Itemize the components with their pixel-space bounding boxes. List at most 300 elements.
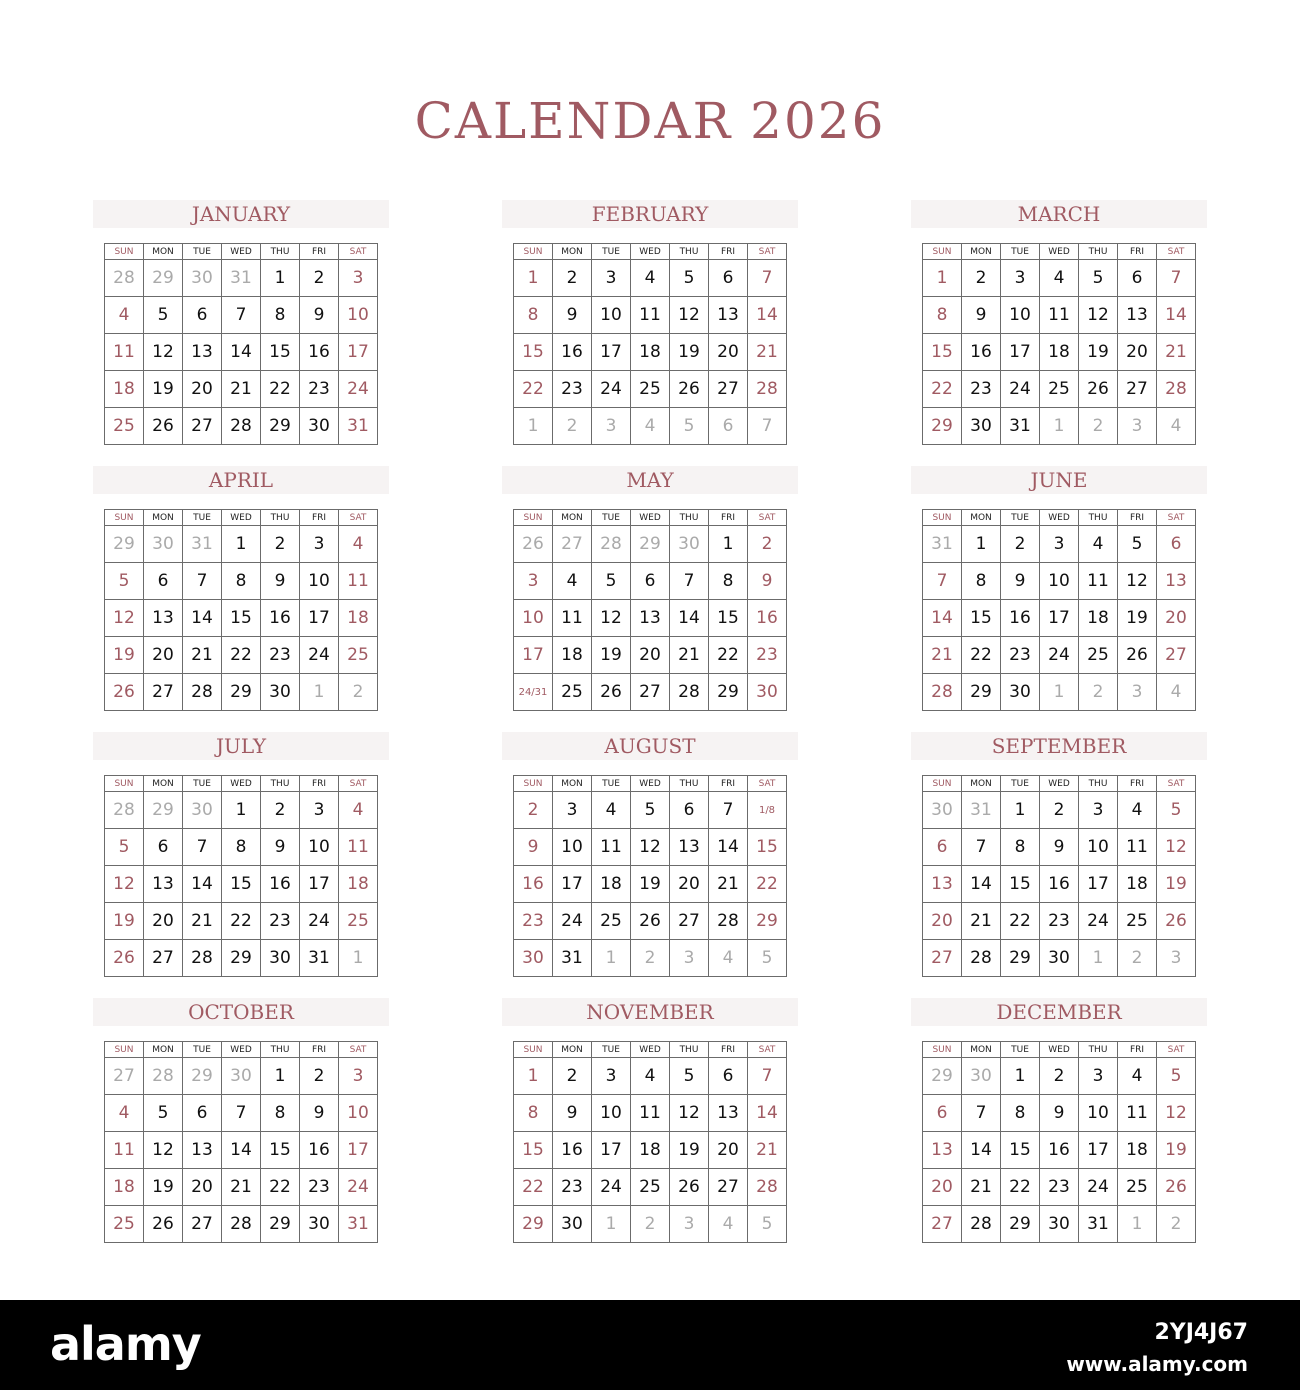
- day-cell: 1: [1040, 674, 1079, 711]
- month-january: [93, 200, 389, 450]
- month-april: [93, 466, 389, 716]
- week-row: [514, 1095, 787, 1132]
- day-cell: 1: [592, 940, 631, 977]
- day-cell: 29: [105, 526, 144, 563]
- day-cell: 19: [1079, 334, 1118, 371]
- day-cell: 22: [962, 637, 1001, 674]
- week-row: [105, 371, 378, 408]
- week-row: [923, 371, 1196, 408]
- day-cell: 7: [748, 408, 787, 445]
- week-row: [105, 297, 378, 334]
- weekday-label: MON: [144, 1042, 183, 1058]
- weekday-label: MON: [962, 510, 1001, 526]
- weekday-label: SUN: [105, 1042, 144, 1058]
- weekday-label: SAT: [339, 510, 378, 526]
- weekday-label: FRI: [300, 510, 339, 526]
- day-cell: 15: [261, 334, 300, 371]
- day-cell: 12: [1157, 1095, 1196, 1132]
- day-cell: 3: [1079, 792, 1118, 829]
- day-cell: 13: [709, 297, 748, 334]
- day-cell: 2: [631, 940, 670, 977]
- day-cell: 5: [1157, 1058, 1196, 1095]
- day-cell: 3: [300, 526, 339, 563]
- day-cell: 30: [748, 674, 787, 711]
- day-cell: 31: [339, 1206, 378, 1243]
- day-cell: 13: [1157, 563, 1196, 600]
- day-cell: 27: [144, 674, 183, 711]
- footer-url: www.alamy.com: [1066, 1352, 1248, 1376]
- day-cell: 28: [670, 674, 709, 711]
- day-cell: 5: [105, 829, 144, 866]
- day-cell: 22: [514, 1169, 553, 1206]
- weekday-label: MON: [553, 1042, 592, 1058]
- day-cell: 27: [631, 674, 670, 711]
- day-cell: 16: [514, 866, 553, 903]
- weekday-label: TUE: [1001, 510, 1040, 526]
- day-cell: 4: [339, 526, 378, 563]
- day-cell: 23: [261, 903, 300, 940]
- day-cell: 26: [1118, 637, 1157, 674]
- day-cell: 13: [631, 600, 670, 637]
- day-cell: 5: [670, 1058, 709, 1095]
- week-row: [514, 674, 787, 711]
- day-cell: 10: [1001, 297, 1040, 334]
- day-cell: 5: [670, 408, 709, 445]
- day-cell: 4: [631, 408, 670, 445]
- weekday-label: TUE: [183, 776, 222, 792]
- month-june: [911, 466, 1207, 716]
- day-cell: 2: [1079, 674, 1118, 711]
- day-cell: 5: [748, 1206, 787, 1243]
- day-cell: 3: [514, 563, 553, 600]
- day-cell: 30: [222, 1058, 261, 1095]
- day-cell: 4: [553, 563, 592, 600]
- weekday-label: SUN: [923, 1042, 962, 1058]
- day-cell: 1: [514, 408, 553, 445]
- day-cell: 3: [553, 792, 592, 829]
- month-name: JUNE: [911, 466, 1207, 494]
- day-cell: 19: [631, 866, 670, 903]
- weekday-label: FRI: [709, 1042, 748, 1058]
- day-cell: 28: [592, 526, 631, 563]
- day-cell: 11: [339, 563, 378, 600]
- week-row: [923, 866, 1196, 903]
- day-cell: 27: [553, 526, 592, 563]
- week-row: [923, 1132, 1196, 1169]
- day-cell: 18: [105, 1169, 144, 1206]
- day-cell: 31: [923, 526, 962, 563]
- day-cell: 12: [144, 1132, 183, 1169]
- month-grid: [922, 775, 1196, 977]
- day-cell: 24: [1079, 1169, 1118, 1206]
- day-cell: 17: [300, 866, 339, 903]
- week-row: [923, 903, 1196, 940]
- day-cell: 23: [553, 1169, 592, 1206]
- day-cell: 16: [1001, 600, 1040, 637]
- day-cell: 30: [144, 526, 183, 563]
- day-cell: 23: [514, 903, 553, 940]
- day-cell: 29: [631, 526, 670, 563]
- day-cell: 11: [631, 1095, 670, 1132]
- weekday-label: SAT: [748, 776, 787, 792]
- day-cell: 12: [1079, 297, 1118, 334]
- week-row: [923, 1169, 1196, 1206]
- week-row: [514, 1132, 787, 1169]
- day-cell: 10: [1079, 1095, 1118, 1132]
- day-cell: 27: [670, 903, 709, 940]
- day-cell: 6: [183, 297, 222, 334]
- day-cell: 9: [300, 297, 339, 334]
- day-cell: 7: [748, 260, 787, 297]
- day-cell: 24: [300, 637, 339, 674]
- day-cell: 10: [592, 1095, 631, 1132]
- day-cell: 23: [261, 637, 300, 674]
- day-cell: 21: [183, 637, 222, 674]
- day-cell: 8: [962, 563, 1001, 600]
- week-row: [514, 637, 787, 674]
- day-cell: 20: [144, 637, 183, 674]
- weekday-header-row: [105, 1042, 378, 1058]
- day-cell: 1: [1001, 1058, 1040, 1095]
- day-cell: 20: [1157, 600, 1196, 637]
- weekday-label: WED: [631, 776, 670, 792]
- day-cell: 3: [592, 260, 631, 297]
- month-name: OCTOBER: [93, 998, 389, 1026]
- day-cell: 11: [631, 297, 670, 334]
- week-row: [923, 1058, 1196, 1095]
- weekday-label: THU: [261, 244, 300, 260]
- week-row: [923, 1095, 1196, 1132]
- weekday-label: TUE: [592, 510, 631, 526]
- day-cell: 7: [222, 1095, 261, 1132]
- day-cell: 30: [1040, 940, 1079, 977]
- day-cell: 1: [1040, 408, 1079, 445]
- day-cell: 28: [222, 1206, 261, 1243]
- day-cell: 25: [1079, 637, 1118, 674]
- day-cell: 10: [553, 829, 592, 866]
- day-cell: 18: [1079, 600, 1118, 637]
- day-cell: 11: [105, 334, 144, 371]
- weekday-label: THU: [670, 776, 709, 792]
- weekday-label: SAT: [748, 244, 787, 260]
- day-cell: 12: [1157, 829, 1196, 866]
- day-cell: 11: [1118, 1095, 1157, 1132]
- day-cell: 1/8: [748, 792, 787, 829]
- month-grid: [922, 509, 1196, 711]
- day-cell: 1: [1118, 1206, 1157, 1243]
- day-cell: 1: [261, 260, 300, 297]
- day-cell: 29: [514, 1206, 553, 1243]
- week-row: [514, 792, 787, 829]
- day-cell: 10: [300, 829, 339, 866]
- day-cell: 26: [144, 408, 183, 445]
- day-cell: 12: [105, 866, 144, 903]
- day-cell: 5: [144, 1095, 183, 1132]
- week-row: [514, 297, 787, 334]
- weekday-label: FRI: [300, 1042, 339, 1058]
- week-row: [923, 792, 1196, 829]
- day-cell: 3: [1040, 526, 1079, 563]
- day-cell: 19: [105, 903, 144, 940]
- day-cell: 2: [553, 1058, 592, 1095]
- day-cell: 21: [962, 903, 1001, 940]
- week-row: [923, 600, 1196, 637]
- week-row: [105, 1058, 378, 1095]
- day-cell: 14: [962, 866, 1001, 903]
- weekday-label: SUN: [514, 1042, 553, 1058]
- day-cell: 29: [1001, 940, 1040, 977]
- day-cell: 16: [962, 334, 1001, 371]
- weekday-label: FRI: [709, 244, 748, 260]
- day-cell: 7: [222, 297, 261, 334]
- day-cell: 24: [592, 1169, 631, 1206]
- weekday-label: FRI: [1118, 1042, 1157, 1058]
- day-cell: 3: [670, 940, 709, 977]
- day-cell: 17: [514, 637, 553, 674]
- week-row: [514, 600, 787, 637]
- day-cell: 15: [222, 866, 261, 903]
- weekday-label: MON: [553, 776, 592, 792]
- weekday-header-row: [105, 244, 378, 260]
- day-cell: 27: [709, 371, 748, 408]
- day-cell: 20: [670, 866, 709, 903]
- day-cell: 27: [923, 940, 962, 977]
- month-grid: [104, 1041, 378, 1243]
- day-cell: 27: [923, 1206, 962, 1243]
- week-row: [105, 260, 378, 297]
- day-cell: 7: [1157, 260, 1196, 297]
- day-cell: 21: [923, 637, 962, 674]
- day-cell: 18: [339, 600, 378, 637]
- day-cell: 14: [923, 600, 962, 637]
- day-cell: 5: [631, 792, 670, 829]
- weekday-label: THU: [1079, 776, 1118, 792]
- day-cell: 8: [923, 297, 962, 334]
- day-cell: 9: [553, 1095, 592, 1132]
- day-cell: 22: [709, 637, 748, 674]
- day-cell: 29: [923, 408, 962, 445]
- day-cell: 19: [592, 637, 631, 674]
- day-cell: 12: [1118, 563, 1157, 600]
- day-cell: 18: [631, 1132, 670, 1169]
- week-row: [923, 297, 1196, 334]
- day-cell: 31: [183, 526, 222, 563]
- day-cell: 18: [592, 866, 631, 903]
- day-cell: 1: [222, 526, 261, 563]
- month-december: [911, 998, 1207, 1248]
- weekday-label: FRI: [1118, 776, 1157, 792]
- day-cell: 29: [1001, 1206, 1040, 1243]
- week-row: [514, 940, 787, 977]
- weekday-label: MON: [962, 244, 1001, 260]
- month-november: [502, 998, 798, 1248]
- month-grid: [922, 243, 1196, 445]
- day-cell: 25: [631, 371, 670, 408]
- day-cell: 10: [514, 600, 553, 637]
- day-cell: 12: [144, 334, 183, 371]
- day-cell: 31: [1079, 1206, 1118, 1243]
- day-cell: 6: [923, 1095, 962, 1132]
- day-cell: 1: [962, 526, 1001, 563]
- month-may: [502, 466, 798, 716]
- week-row: [514, 903, 787, 940]
- day-cell: 27: [105, 1058, 144, 1095]
- day-cell: 19: [1157, 1132, 1196, 1169]
- day-cell: 30: [514, 940, 553, 977]
- day-cell: 15: [962, 600, 1001, 637]
- month-september: [911, 732, 1207, 982]
- day-cell: 7: [748, 1058, 787, 1095]
- day-cell: 1: [339, 940, 378, 977]
- weekday-label: MON: [553, 510, 592, 526]
- day-cell: 25: [105, 408, 144, 445]
- week-row: [105, 526, 378, 563]
- weekday-label: TUE: [592, 244, 631, 260]
- day-cell: 4: [1079, 526, 1118, 563]
- day-cell: 15: [222, 600, 261, 637]
- weekday-label: MON: [144, 776, 183, 792]
- image-id: 2YJ4J67: [1154, 1320, 1248, 1345]
- month-name: SEPTEMBER: [911, 732, 1207, 760]
- day-cell: 7: [183, 563, 222, 600]
- day-cell: 22: [748, 866, 787, 903]
- weekday-label: WED: [222, 510, 261, 526]
- day-cell: 20: [144, 903, 183, 940]
- day-cell: 3: [339, 260, 378, 297]
- day-cell: 29: [261, 408, 300, 445]
- day-cell: 24/31: [514, 674, 553, 711]
- day-cell: 13: [709, 1095, 748, 1132]
- month-grid: [922, 1041, 1196, 1243]
- weekday-label: SUN: [105, 776, 144, 792]
- day-cell: 3: [1001, 260, 1040, 297]
- weekday-label: WED: [222, 244, 261, 260]
- day-cell: 2: [300, 1058, 339, 1095]
- weekday-label: THU: [670, 510, 709, 526]
- month-name: JULY: [93, 732, 389, 760]
- day-cell: 25: [592, 903, 631, 940]
- day-cell: 16: [261, 866, 300, 903]
- day-cell: 2: [748, 526, 787, 563]
- weekday-header-row: [514, 776, 787, 792]
- weekday-label: TUE: [183, 1042, 222, 1058]
- day-cell: 6: [631, 563, 670, 600]
- day-cell: 12: [670, 1095, 709, 1132]
- weekday-label: THU: [261, 1042, 300, 1058]
- day-cell: 18: [105, 371, 144, 408]
- day-cell: 25: [339, 903, 378, 940]
- day-cell: 19: [144, 1169, 183, 1206]
- day-cell: 31: [1001, 408, 1040, 445]
- week-row: [105, 1206, 378, 1243]
- day-cell: 9: [261, 563, 300, 600]
- week-row: [105, 829, 378, 866]
- day-cell: 13: [183, 334, 222, 371]
- day-cell: 9: [1040, 1095, 1079, 1132]
- weekday-label: SAT: [1157, 244, 1196, 260]
- day-cell: 20: [923, 903, 962, 940]
- weekday-label: WED: [1040, 776, 1079, 792]
- day-cell: 30: [261, 674, 300, 711]
- day-cell: 29: [183, 1058, 222, 1095]
- day-cell: 24: [339, 1169, 378, 1206]
- day-cell: 6: [709, 260, 748, 297]
- day-cell: 19: [1157, 866, 1196, 903]
- month-grid: [104, 775, 378, 977]
- day-cell: 12: [592, 600, 631, 637]
- day-cell: 17: [339, 1132, 378, 1169]
- day-cell: 29: [261, 1206, 300, 1243]
- day-cell: 3: [339, 1058, 378, 1095]
- day-cell: 4: [631, 260, 670, 297]
- week-row: [105, 334, 378, 371]
- day-cell: 4: [1157, 674, 1196, 711]
- day-cell: 11: [592, 829, 631, 866]
- day-cell: 8: [514, 1095, 553, 1132]
- weekday-label: FRI: [709, 776, 748, 792]
- day-cell: 2: [1079, 408, 1118, 445]
- day-cell: 30: [261, 940, 300, 977]
- day-cell: 4: [709, 1206, 748, 1243]
- day-cell: 13: [923, 1132, 962, 1169]
- week-row: [105, 1169, 378, 1206]
- day-cell: 5: [144, 297, 183, 334]
- week-row: [105, 940, 378, 977]
- day-cell: 6: [144, 829, 183, 866]
- day-cell: 23: [748, 637, 787, 674]
- day-cell: 13: [144, 600, 183, 637]
- weekday-label: SUN: [514, 510, 553, 526]
- day-cell: 27: [1118, 371, 1157, 408]
- day-cell: 15: [923, 334, 962, 371]
- weekday-label: MON: [553, 244, 592, 260]
- day-cell: 17: [592, 1132, 631, 1169]
- day-cell: 17: [339, 334, 378, 371]
- day-cell: 1: [923, 260, 962, 297]
- day-cell: 17: [1079, 1132, 1118, 1169]
- day-cell: 28: [748, 1169, 787, 1206]
- weekday-label: THU: [261, 776, 300, 792]
- weekday-label: FRI: [300, 244, 339, 260]
- week-row: [514, 260, 787, 297]
- weekday-label: TUE: [1001, 244, 1040, 260]
- day-cell: 2: [1118, 940, 1157, 977]
- day-cell: 29: [748, 903, 787, 940]
- day-cell: 12: [670, 297, 709, 334]
- day-cell: 20: [709, 1132, 748, 1169]
- month-grid: [104, 509, 378, 711]
- footer-bar: [0, 1300, 1300, 1390]
- day-cell: 21: [183, 903, 222, 940]
- day-cell: 10: [339, 297, 378, 334]
- day-cell: 16: [553, 1132, 592, 1169]
- day-cell: 23: [1040, 903, 1079, 940]
- day-cell: 19: [1118, 600, 1157, 637]
- day-cell: 13: [144, 866, 183, 903]
- day-cell: 6: [709, 1058, 748, 1095]
- weekday-label: WED: [222, 1042, 261, 1058]
- day-cell: 12: [105, 600, 144, 637]
- day-cell: 30: [670, 526, 709, 563]
- day-cell: 5: [670, 260, 709, 297]
- day-cell: 4: [1118, 1058, 1157, 1095]
- month-name: NOVEMBER: [502, 998, 798, 1026]
- day-cell: 26: [1157, 903, 1196, 940]
- day-cell: 14: [709, 829, 748, 866]
- day-cell: 1: [1079, 940, 1118, 977]
- day-cell: 24: [592, 371, 631, 408]
- weekday-label: TUE: [1001, 1042, 1040, 1058]
